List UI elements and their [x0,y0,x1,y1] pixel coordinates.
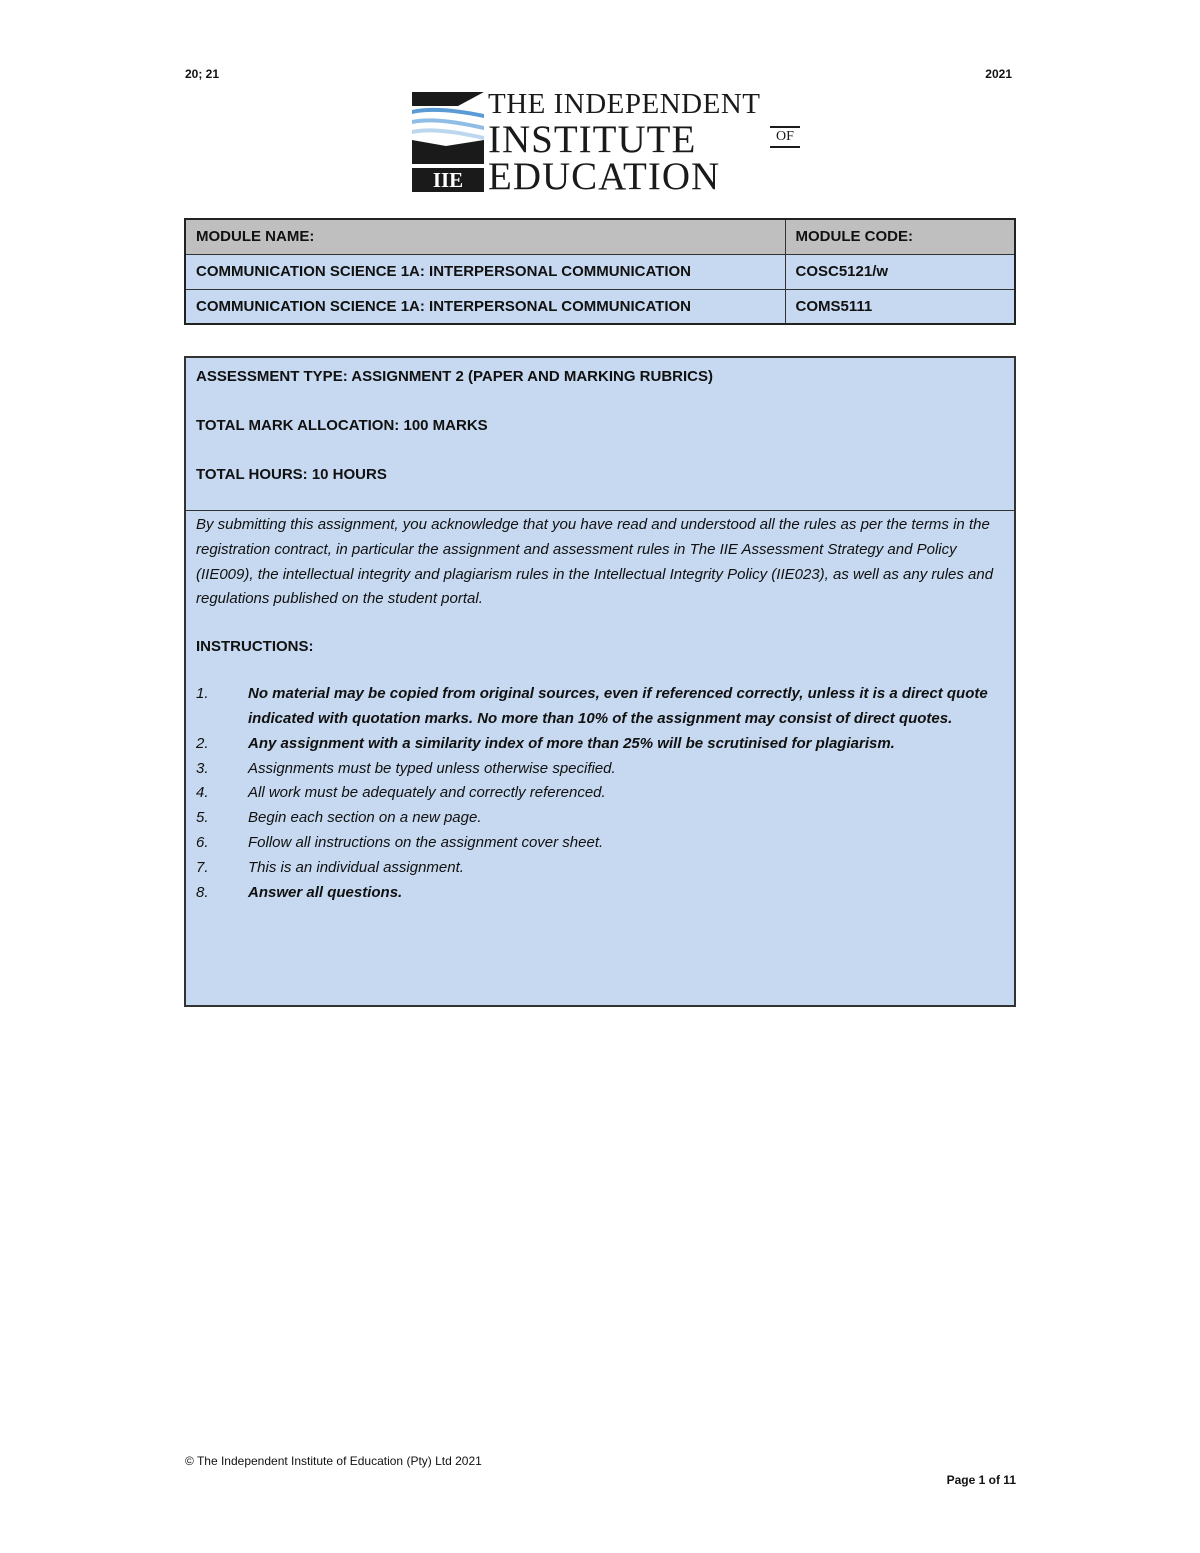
list-item-text: All work must be adequately and correctly referenced. [248,784,606,802]
list-item-number: 2. [196,734,209,752]
assessment-type: ASSESSMENT TYPE: ASSIGNMENT 2 (PAPER AND MARKING RUBRICS) [196,368,713,385]
instructions-heading: INSTRUCTIONS: [196,638,314,656]
list-item-text: Follow all instructions on the assignment cover sheet. [248,833,604,851]
footer-page-number: Page 1 of 11 [946,1473,1016,1487]
module-table-header-row [185,219,1015,254]
table-row [185,289,1015,324]
module-name-header: MODULE NAME: [185,219,785,254]
total-marks: TOTAL MARK ALLOCATION: 100 MARKS [196,417,488,434]
instructions-list [196,682,1004,905]
list-item-text: This is an individual assignment. [248,858,464,876]
list-item [196,856,1004,881]
logo-of [770,124,800,150]
logo-line1: THE INDEPENDENT [488,88,761,120]
list-item [196,806,1004,831]
list-item [196,757,1004,782]
module-code-header: MODULE CODE: [785,219,1015,254]
table-row [185,254,1015,289]
list-item-text: Begin each section on a new page. [248,809,482,827]
list-item-number: 3. [196,759,209,777]
list-item-number: 4. [196,784,209,802]
header-right-text: 2021 [985,67,1012,81]
logo-book-icon [410,90,486,194]
assessment-summary [186,358,1014,511]
assessment-box [184,356,1016,1007]
list-item-text: Any assignment with a similarity index of more than 25% will be scrutinised for plagiarism. [248,734,895,752]
list-item-number: 8. [196,883,209,901]
list-item [196,881,1004,906]
logo-of-rule [770,146,800,148]
list-item-number: 7. [196,858,209,876]
assessment-details [186,511,1014,905]
module-code-cell: COSC5121/w [785,254,1015,289]
logo-mark-text: IIE [432,168,464,192]
footer-copyright: © The Independent Institute of Education (Pty) Ltd 2021 [185,1454,482,1468]
module-name-cell: COMMUNICATION SCIENCE 1A: INTERPERSONAL COMMUNICATION [185,254,785,289]
list-item [196,732,1004,757]
iie-logo [410,88,794,198]
list-item-text: Assignments must be typed unless otherwise specified. [248,759,616,777]
list-item-number: 1. [196,685,209,703]
module-table [184,218,1016,325]
list-item-text: Answer all questions. [248,883,403,901]
logo-of-text: OF [776,129,794,144]
list-item-number: 6. [196,833,209,851]
logo-line3: EDUCATION [488,155,721,198]
total-hours: TOTAL HOURS: 10 HOURS [196,466,387,483]
list-item-number: 5. [196,809,209,827]
list-item [196,831,1004,856]
logo-of-rule [770,126,800,128]
module-code-cell: COMS5111 [785,289,1015,324]
list-item-text: No material may be copied from original sources, even if referenced correctly, unless it is a direct quote indicated with quotation marks. No more than 10% of the assignment may consist of direct quotes. [248,685,988,727]
list-item [196,682,1004,732]
module-name-cell: COMMUNICATION SCIENCE 1A: INTERPERSONAL COMMUNICATION [185,289,785,324]
list-item [196,781,1004,806]
logo-line2: INSTITUTE [488,118,697,161]
header-left-text: 20; 21 [185,67,220,81]
acknowledgement-text: By submitting this assignment, you acknowledge that you have read and understood all the rules as per the terms in the registration contract, in particular the assignment and assessment rules in The IIE Assessment Strategy and Policy (IIE009), the intellectual integrity and plagiarism rules in the Intellectual Integrity Policy (IIE023), as well as any rules and regulations published on the student portal. [196,516,994,608]
